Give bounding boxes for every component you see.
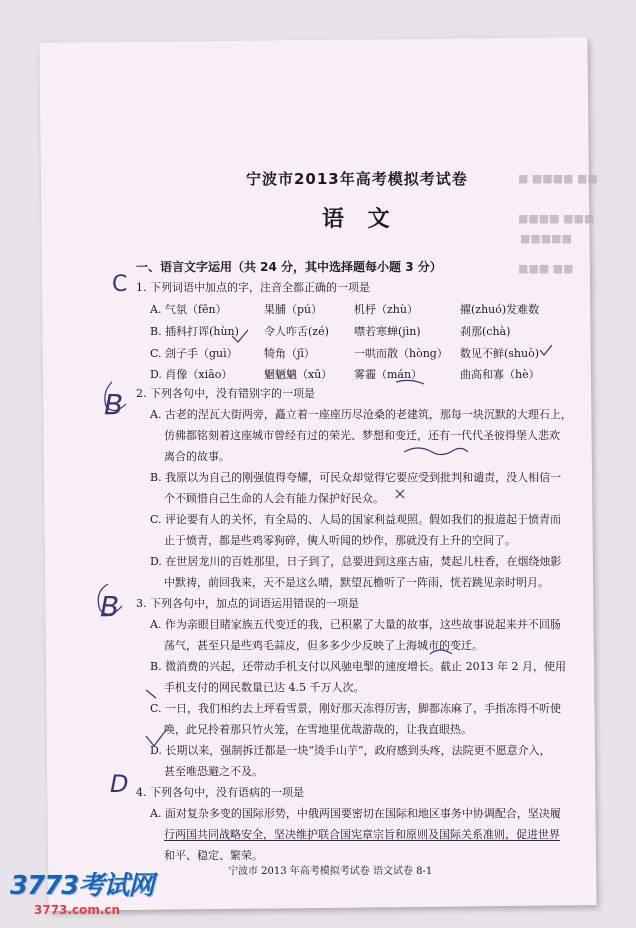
q1-option-c-3: 一哄而散（hòng） (354, 347, 448, 360)
q1-option-c-1: C. 刽子手（guì） (150, 347, 238, 360)
bleed-through-text: ■■■■■ (520, 232, 572, 245)
q1-option-b-1: B. 插科打诨(hùn) (150, 325, 239, 338)
q3-line: 手机支付的网民数量已达 4.5 千万人次。 (164, 681, 365, 694)
site-logo: 3773考试网 (10, 871, 154, 901)
pen-mark-q1d (396, 380, 424, 384)
pen-scribble-q2 (404, 448, 468, 455)
q1-option-d-3: 雾霾（mán） (354, 368, 423, 381)
q2-line: 止于愤青，都是些鸡零狗碎，傸人听闻的炒作，那就没有上升的空间了。 (164, 534, 516, 547)
q3-line: A. 作为亲眼目睹家族五代变迁的我，已积累了大量的故事，这些故事说起来并不回肠 (150, 618, 561, 631)
pen-tick-q1b (232, 330, 248, 342)
q2-line: B. 我原以为自己的刚强值得夸耀，可民众却觉得它要应受到批判和谴责，没人相信一 (150, 471, 562, 484)
q1-option-d-4: 曲高和寡（hè） (460, 368, 540, 381)
bleed-through-text: ■ ■■■■ ■■ (518, 172, 598, 185)
pen-tick-q1c (540, 345, 552, 355)
q4-line: A. 面对复杂多变的国际形势，中俄两国要密切在国际和地区事务中协调配合，坚决履 (150, 807, 561, 820)
handwritten-answer-q1: C (112, 272, 128, 297)
exam-title: 宁波市2013年高考模拟考试卷 (246, 170, 468, 188)
q2-line: 中默祷，前回我来，天不是这么晴，默望瓦檐听了一阵雨，恍若跳见亲时明月。 (164, 576, 549, 589)
q1-option-b-4: 刹那(chà) (460, 325, 511, 338)
q2-line: D. 在世居龙川的百姓那里，日子到了，总要进到这座古庙，焚起儿柱香，在烟绕烛影 (150, 555, 562, 568)
q2-line: 仿佛都铭刻着这座城市曾经有过的荣光、梦想和变迁，还有一代代圣彼得堡人悲欢 (164, 429, 560, 442)
q3-line: 唤，此兄拎着那只竹火笼，在雪地里优哉游哉的，让我直眼热。 (164, 723, 472, 736)
q2-line: A. 古老的涅瓦大街两旁，矗立着一座座历尽沧桑的老建筑，那每一块沉默的大理石上， (150, 408, 572, 421)
q1-option-c-2: 犄角（jī） (264, 347, 315, 360)
q1-option-d-1: D. 肖像（xiāo） (150, 368, 233, 381)
q3-line: B. 微消费的兴起，还带动手机支付以风驰电掣的速度增长。截止 2013 年 2 月，使用 (150, 660, 567, 673)
handwritten-answer-q2: B (104, 388, 124, 421)
section-heading: 一、语言文字运用（共 24 分，其中选择题每小题 3 分） (136, 260, 442, 274)
q2-line: 个不顾惜自己生命的人会有能力保护好民众。 (164, 492, 384, 505)
subject-title: 语 文 (322, 207, 398, 232)
handwritten-answer-q3: B (100, 590, 120, 623)
q1-option-a-2: 果脯（pú） (264, 303, 323, 316)
bleed-through-text: ■■■ ■■ (518, 262, 574, 275)
pen-circle-q2 (105, 382, 126, 411)
q3-line: 荡气，甚至只是些鸡毛蒜皮，但多多少少反映了上海城市的变迁。 (164, 639, 483, 652)
q2-line: 离合的故事。 (164, 450, 230, 463)
pen-check-q3d (146, 730, 166, 746)
question-2-stem: 2. 下列各句中，没有错别字的一项是 (136, 387, 315, 400)
q3-line: C. 一日，我们相约去上坪看雪景，刚好那天冻得厉害，脚都冻麻了，手指冻得不听使 (150, 702, 562, 715)
q3-line: D. 长期以来，强制拆迁都是一块“烫手山芋”，政府感到头疼，法院更不愿意介入， (150, 744, 551, 757)
bleed-through-text: ■■■■ ■■■ (518, 212, 595, 225)
question-1-stem: 1. 下列词语中加点的字，注音全都正确的一项是 (136, 281, 370, 294)
q1-option-a-3: 机杼（zhù） (354, 303, 418, 316)
q4-line: 和平、稳定、繁荣。 (164, 849, 263, 862)
question-3-stem: 3. 下列各句中，加点的词语运用错误的一项是 (136, 597, 359, 610)
q4-line: 行两国共同战略安全，坚决维护联合国宪章宗旨和原则及国际关系准则，促进世界 (164, 828, 560, 841)
q1-option-a-1: A. 气氛（fēn） (150, 303, 227, 316)
handwritten-answer-q4: D (110, 770, 129, 798)
pen-circle-q3 (98, 584, 122, 614)
q2-line: C. 评论要有人的关怀，有全局的、人局的国家利益观照。假如我们的报道起于愤青而 (150, 513, 562, 526)
page-footer: 宁波市 2013 年高考模拟考试卷 语文试卷 8-1 (228, 866, 433, 877)
q1-option-d-2: 魍魉魑（xū） (264, 368, 333, 381)
q1-option-b-2: 令人咋舌(zé) (264, 325, 329, 338)
q3-line: 甚至唯恐避之不及。 (164, 765, 263, 778)
q1-option-a-4: 擢(zhuó)发难数 (460, 303, 540, 316)
pen-arrow-q3c (146, 690, 156, 698)
q1-option-c-4: 数见不鲜(shuò) (460, 347, 540, 360)
q1-option-b-3: 噤若寒蝉(jìn) (354, 325, 421, 338)
site-url: 3773.com.cn (34, 903, 121, 917)
pen-scribble-q3b (430, 650, 452, 654)
question-4-stem: 4. 下列各句中，没有语病的一项是 (136, 786, 304, 799)
pen-x-q2b (396, 490, 404, 498)
